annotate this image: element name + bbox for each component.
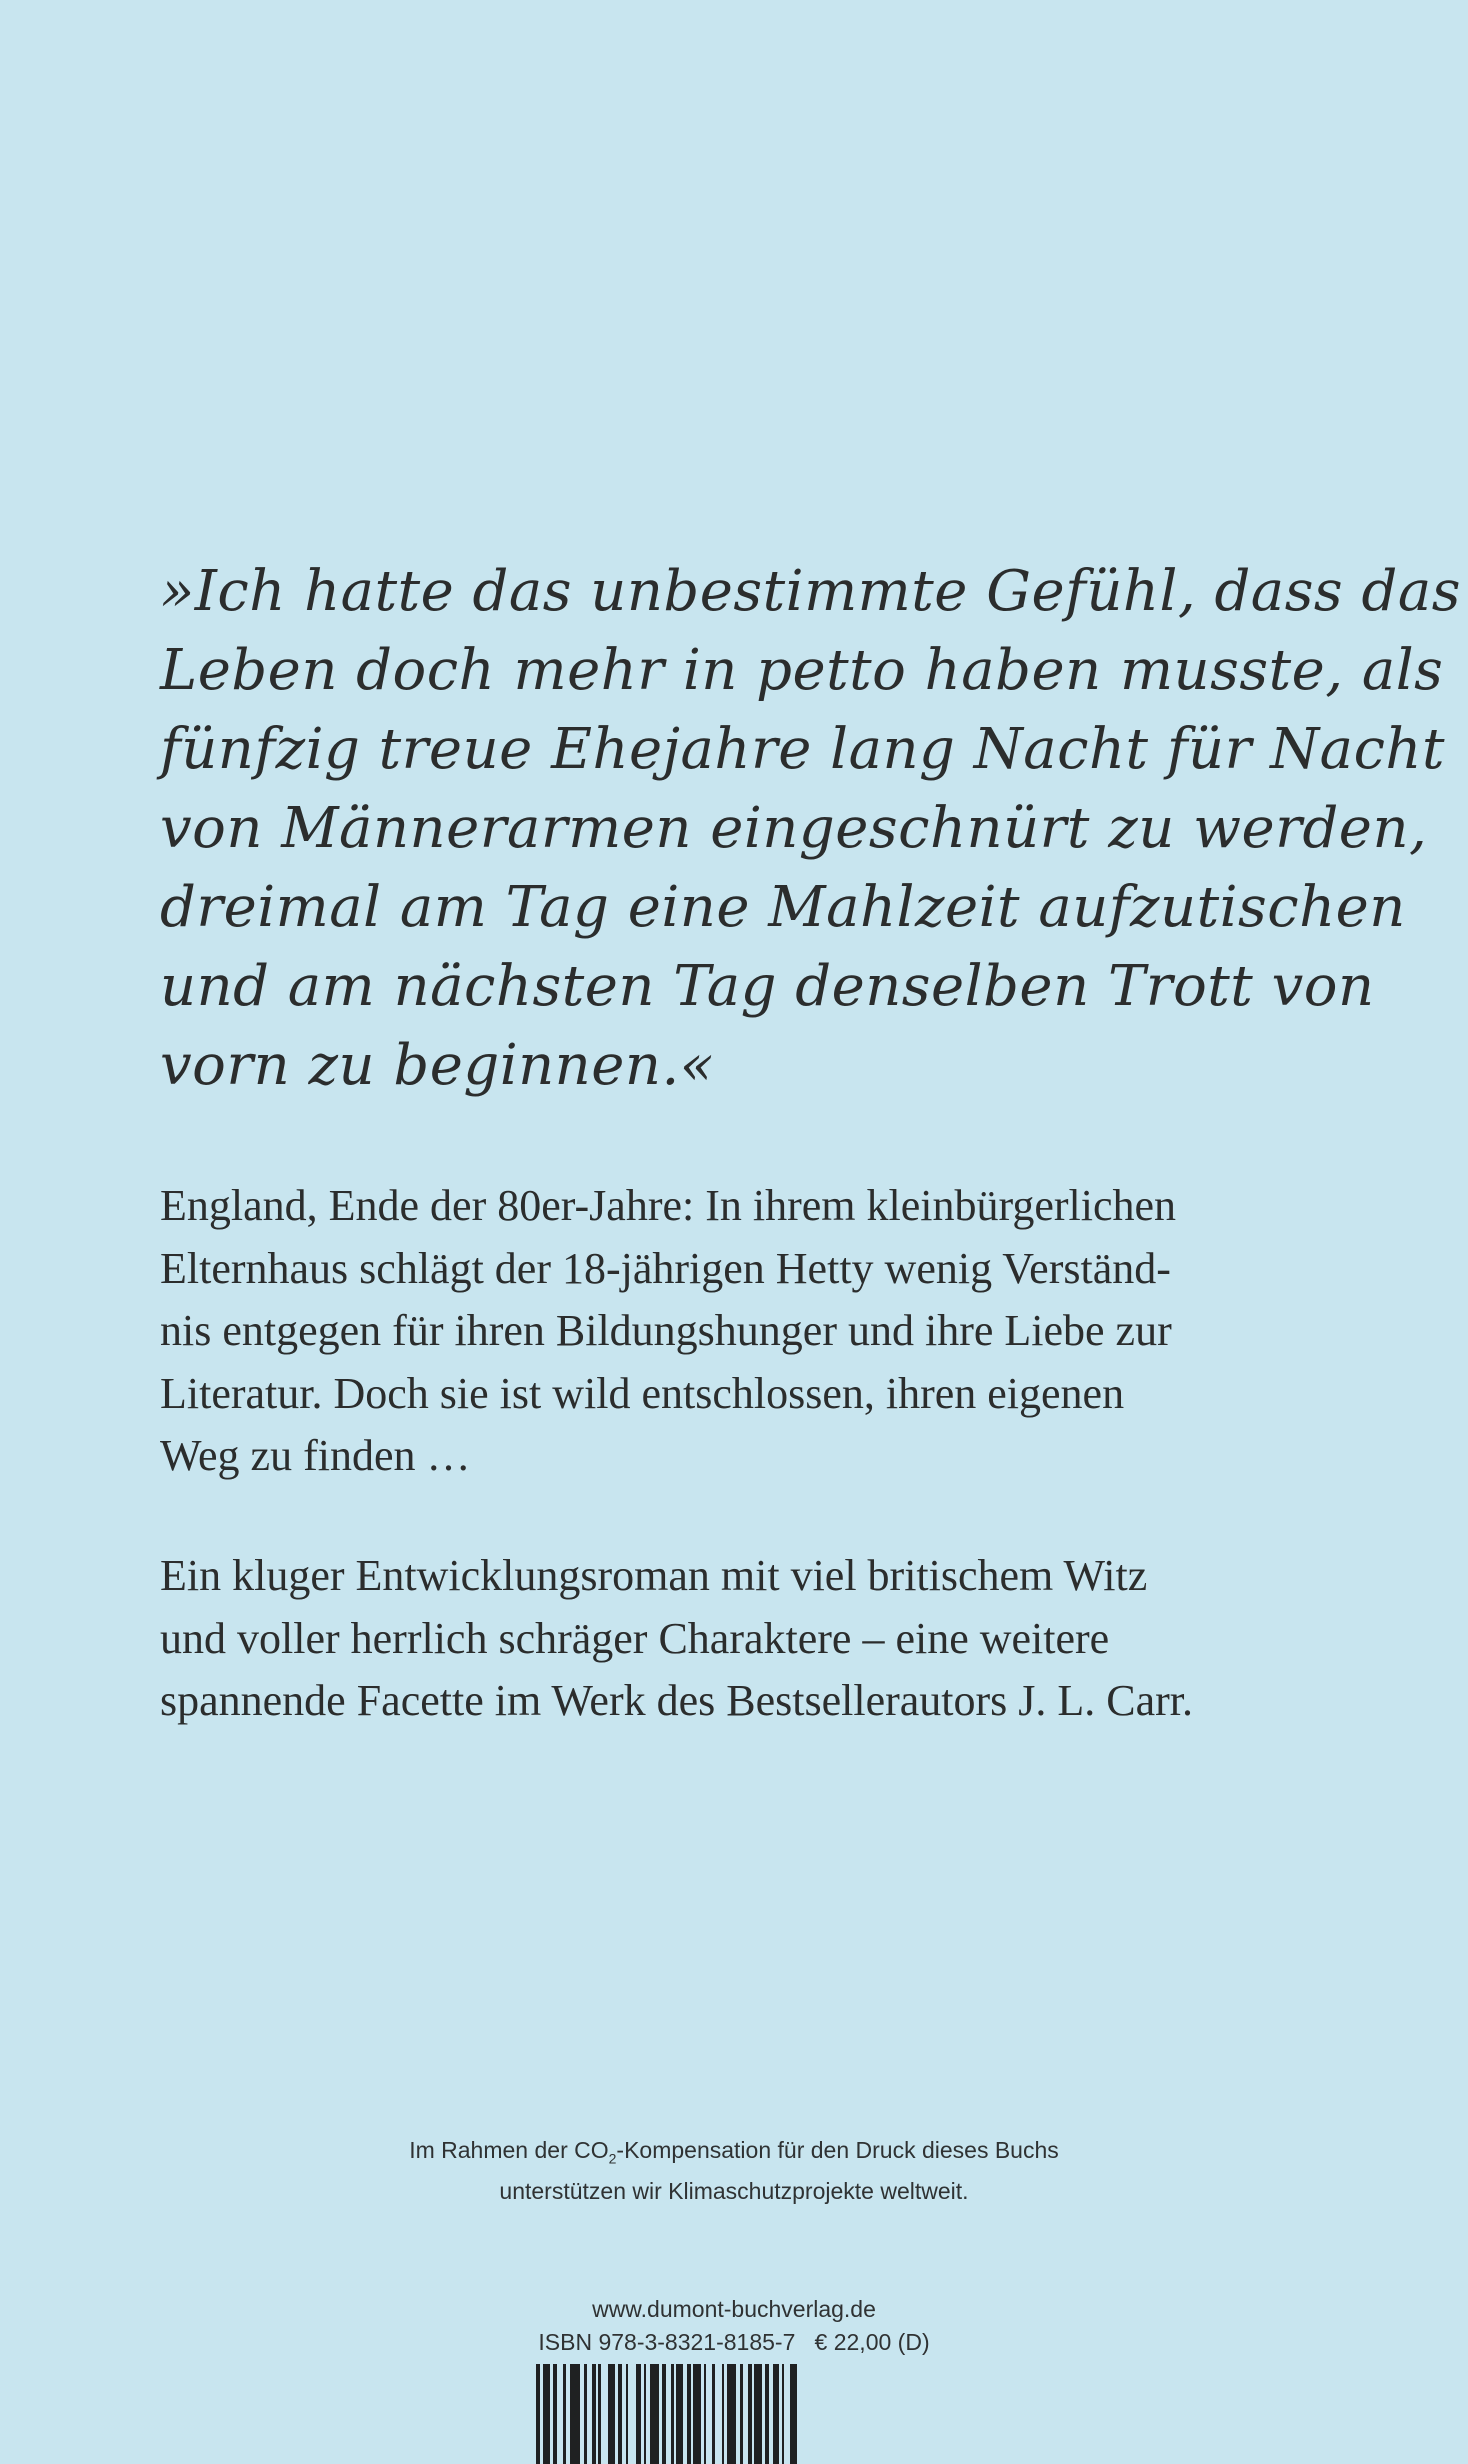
blurb-line: Literatur. Doch sie ist wild entschlossen, ihren eigenen: [160, 1368, 1125, 1418]
blurb-paragraph-synopsis: [160, 1175, 1310, 1488]
quote-line: von Männerarmen eingeschnürt zu werden,: [160, 796, 1428, 861]
barcode-bar: [636, 2364, 641, 2464]
barcode-bar: [773, 2364, 780, 2464]
barcode-bar: [650, 2364, 659, 2464]
quote-line: dreimal am Tag eine Mahlzeit aufzutischen: [160, 875, 1406, 940]
co2-subscript: 2: [608, 2150, 617, 2167]
barcode-bar: [722, 2364, 725, 2464]
blurb-line: und voller herrlich schräger Charaktere – eine weitere: [160, 1613, 1110, 1663]
isbn-and-price: ISBN 978-3-8321-8185-7 € 22,00 (D): [538, 2329, 930, 2355]
barcode-bar: [543, 2364, 551, 2464]
barcode-bar: [754, 2364, 762, 2464]
co2-note-text: -Kompensation für den Druck dieses Buchs: [616, 2137, 1059, 2163]
barcode-bar: [536, 2364, 540, 2464]
blurb-line: Weg zu finden …: [160, 1431, 471, 1480]
barcode-bar: [676, 2364, 683, 2464]
barcode-bar: [790, 2364, 798, 2464]
publisher-imprint: [0, 2293, 1468, 2359]
barcode-bar: [608, 2364, 616, 2464]
blurb-line: Elternhaus schlägt der 18-jährigen Hetty wenig Verständ-: [160, 1243, 1171, 1293]
quote-line: und am nächsten Tag denselben Trott von: [160, 954, 1375, 1019]
blurb-line: nis entgegen für ihren Bildungshunger und ihre Liebe zur: [160, 1306, 1172, 1355]
isbn-barcode: [536, 2364, 920, 2464]
barcode-bar: [563, 2364, 566, 2464]
barcode-bar: [584, 2364, 587, 2464]
barcode-bar: [644, 2364, 647, 2464]
barcode-bar: [687, 2364, 691, 2464]
barcode-bar: [748, 2364, 752, 2464]
barcode-bar: [553, 2364, 557, 2464]
barcode-bar: [598, 2364, 601, 2464]
quote-line: »Ich hatte das unbestimmte Gefühl, dass das: [160, 559, 1461, 624]
quote-line: vorn zu beginnen.«: [160, 1033, 715, 1098]
quote-line: fünfzig treue Ehejahre lang Nacht für Nacht: [160, 717, 1445, 782]
blurb-line: England, Ende der 80er-Jahre: In ihrem kleinbürgerlichen: [160, 1181, 1177, 1230]
blurb-paragraph-praise: [160, 1545, 1310, 1733]
publisher-website: www.dumont-buchverlag.de: [592, 2296, 876, 2322]
barcode-bar: [693, 2364, 701, 2464]
barcode-bar: [570, 2364, 580, 2464]
barcode-bar: [740, 2364, 743, 2464]
barcode-bar: [712, 2364, 716, 2464]
barcode-bar: [704, 2364, 707, 2464]
barcode-bar: [618, 2364, 622, 2464]
barcode-bar: [662, 2364, 666, 2464]
barcode-bar: [671, 2364, 674, 2464]
barcode-bar: [626, 2364, 629, 2464]
blurb-line: Ein kluger Entwicklungsroman mit viel britischem Witz: [160, 1551, 1148, 1600]
barcode-bar: [782, 2364, 785, 2464]
co2-compensation-note: [0, 2134, 1468, 2207]
co2-note-line-2: unterstützen wir Klimaschutzprojekte weltweit.: [499, 2177, 969, 2204]
blurb-line: spannende Facette im Werk des Bestsellerautors J. L. Carr.: [160, 1676, 1194, 1725]
barcode-bar: [727, 2364, 736, 2464]
quote-line: Leben doch mehr in petto haben musste, als: [160, 638, 1444, 703]
barcode-bar: [592, 2364, 596, 2464]
barcode-bar: [765, 2364, 769, 2464]
co2-note-text: Im Rahmen der CO: [409, 2137, 609, 2163]
back-cover-quote: [160, 552, 1461, 1105]
co2-note-line-1: [0, 2134, 1468, 2175]
